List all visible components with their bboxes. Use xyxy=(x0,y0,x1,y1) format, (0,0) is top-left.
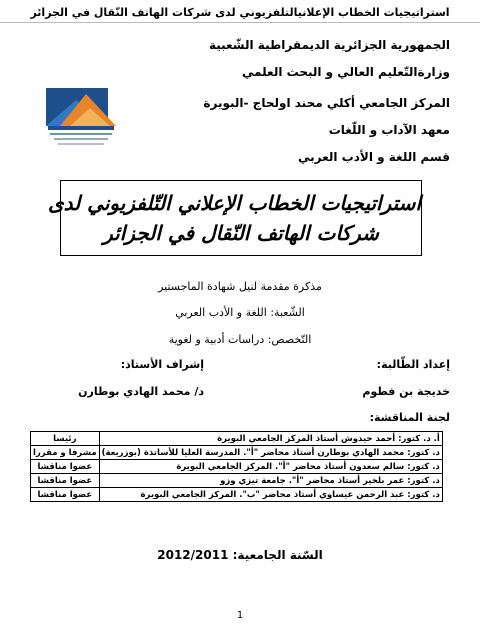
student-label: إعداد الطّالبة: xyxy=(376,358,450,371)
university-logo xyxy=(40,86,124,152)
institute-name: معهد الآداب و اللّغات xyxy=(328,123,450,137)
jury-member-name: د. كتور: عمر بلخير أستاذ محاضر "أ". جامعة تيزي وزو xyxy=(99,474,442,488)
jury-member-role: عضوا مناقشا xyxy=(31,488,100,502)
table-row xyxy=(31,488,443,502)
ministry-name: وزارةالتّعليم العالي و البحث العلمي xyxy=(241,65,450,79)
page-number: 1 xyxy=(236,610,244,621)
jury-member-role: عضوا مناقشا xyxy=(31,460,100,474)
thesis-title-line-2: شركات الهاتف النّقال في الجزائر xyxy=(103,221,379,245)
thesis-title-box xyxy=(47,180,422,256)
jury-label: لجنة المناقشة: xyxy=(369,411,450,424)
running-header-title: استراتيجيات الخطاب الإعلانيالتلفزيوني لدى شركات الهاتف النّقال في الجزائر xyxy=(0,4,480,23)
academic-year: السّنة الجامعية: 2012/2011 xyxy=(157,548,323,562)
department-name: قسم اللغة و الأدب العربي xyxy=(298,150,450,164)
jury-member-name: د. كتور: سالم سعدون أستاذ محاضر "أ". المركز الجامعي البويرة xyxy=(99,460,442,474)
supervisor-label: إشراف الأستاذ: xyxy=(120,358,204,371)
jury-member-role: مشرفا و مقررا xyxy=(31,446,100,460)
jury-table xyxy=(30,431,443,502)
table-row xyxy=(31,460,443,474)
table-row xyxy=(31,432,443,446)
jury-member-role: عضوا مناقشا xyxy=(31,474,100,488)
jury-member-name: د. كتور: عبد الرحمن عيساوي أستاذ محاضر "ب". المركز الجامعي البويرة xyxy=(99,488,442,502)
republic-name: الجمهورية الجزائرية الديمقراطية الشّعبية xyxy=(208,38,450,52)
specialty-label: التّخصص: دراسات أدبية و لغوية xyxy=(168,333,312,346)
thesis-title-line-1: استراتيجيات الخطاب الإعلاني التّلفزيوني لدى xyxy=(47,191,421,215)
jury-member-role: رئيسا xyxy=(31,432,100,446)
student-name: خديجة بن فطوم xyxy=(362,385,450,398)
jury-member-name: د. كتور: محمد الهادي بوطارن أستاذ محاضر "أ". المدرسة العليا للأساتذة (بوزريعة) xyxy=(99,446,442,460)
supervisor-name: د/ محمد الهادي بوطارن xyxy=(78,385,204,398)
table-row xyxy=(31,474,443,488)
university-name: المركز الجامعي أكلي محند اولحاج -البويرة xyxy=(203,96,450,110)
jury-member-name: أ. د. كتور: أحمد حيدوش أستاذ المركز الجامعي البويرة xyxy=(99,432,442,446)
memo-description: مذكرة مقدمة لنيل شهادة الماجستير xyxy=(158,280,322,293)
table-row xyxy=(31,446,443,460)
branch-label: الشّعبة: اللغة و الأدب العربي xyxy=(175,306,305,319)
